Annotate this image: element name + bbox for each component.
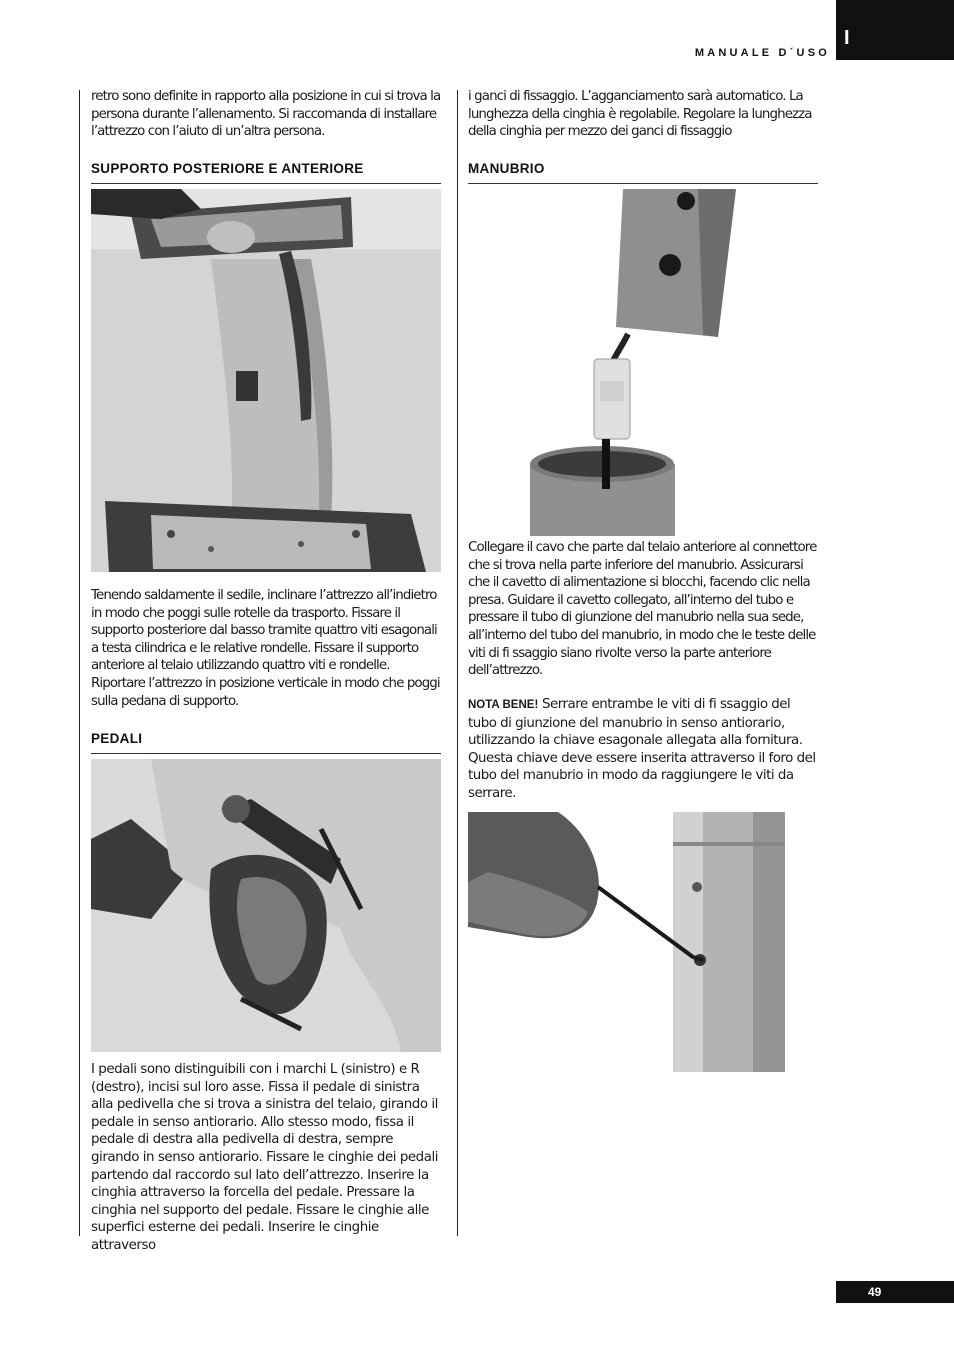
- right-intro-text: i ganci di fissaggio. L’agganciamento sarà automatico. La lunghezza della cinghia è regolabile. Regolare la lunghezza della cinghia per mezzo dei ganci di fissaggio: [468, 89, 812, 140]
- language-tab-label: I: [844, 27, 850, 49]
- manubrio-instructions: Collegare il cavo che parte dal telaio anteriore al connettore che si trova nella parte inferiore del manubrio. Assicurarsi che il cavetto di alimentazione si blocchi, facendo clic nella presa. Guidare il cavetto collegato, all’interno del tubo e pressare il tubo di giunzione del manubrio nella sua sede, all’interno del tubo del manubrio, in modo che le teste delle viti di fi ssaggio siano rivolte verso la parte anteriore dell’attrezzo.: [468, 540, 817, 679]
- center-column-divider: [457, 90, 458, 1236]
- heading-manubrio-rule: [468, 183, 818, 184]
- heading-supporto: SUPPORTO POSTERIORE E ANTERIORE: [91, 161, 364, 176]
- heading-manubrio: MANUBRIO: [468, 161, 545, 176]
- heading-pedali-rule: [91, 753, 441, 754]
- photo-chiave-esagonale: [468, 812, 785, 1072]
- page-number-tab: [836, 1281, 954, 1303]
- language-tab: [836, 0, 954, 60]
- page-number: 49: [868, 1285, 882, 1299]
- heading-pedali: PEDALI: [91, 731, 143, 746]
- nota-bene-label: NOTA BENE!: [468, 699, 539, 711]
- photo-supporto-posteriore-anteriore: [91, 189, 441, 572]
- photo-manubrio-connettore: [468, 189, 818, 536]
- heading-supporto-rule: [91, 183, 441, 184]
- nota-bene-text: Serrare entrambe le viti di fi ssaggio del tubo di giunzione del manubrio in senso antiorario, utilizzando la chiave esagonale allegata alla fornitura. Questa chiave deve essere inserita attraverso il foro del tubo del manubrio in modo da raggiungere le viti da serrare.: [468, 697, 816, 801]
- supporto-instructions: Tenendo saldamente il sedile, inclinare l’attrezzo all’indietro in modo che poggi sulle rotelle da trasporto. Fissare il supporto posteriore dal basso tramite quattro viti esagonali a testa cilindrica e le relative rondelle. Fissare il supporto anteriore al telaio utilizzando quattro viti e rondelle. Riportare l’attrezzo in posizione verticale in modo che poggi sulla pedana di supporto.: [91, 588, 440, 709]
- left-column-divider: [79, 90, 80, 1236]
- manual-header-label: MANUALE D´USO: [694, 47, 830, 59]
- left-intro-text: retro sono definite in rapporto alla posizione in cui si trova la persona durante l’allenamento. Si raccomanda di installare l’attrezzo con l’aiuto di un’altra persona.: [91, 89, 441, 140]
- photo-pedali: [91, 759, 441, 1052]
- pedali-instructions: I pedali sono distinguibili con i marchi L (sinistro) e R (destro), incisi sul loro asse. Fissa il pedale di sinistra alla pedivella che si trova a sinistra del telaio, girando il pedale in senso antiorario. Allo stesso modo, fissa il pedale di destra alla pedivella di destra, sempre girando in senso antiorario. Fissare le cinghie dei pedali partendo dal raccordo sul lato dell’attrezzo. Inserire la cinghia attraverso la forcella del pedale. Pressare la cinghia nel supporto del pedale. Fissare le cinghie alle superfici esterne dei pedali. Inserire le cinghie attraverso: [91, 1062, 439, 1253]
- nota-bene-paragraph: [468, 696, 818, 803]
